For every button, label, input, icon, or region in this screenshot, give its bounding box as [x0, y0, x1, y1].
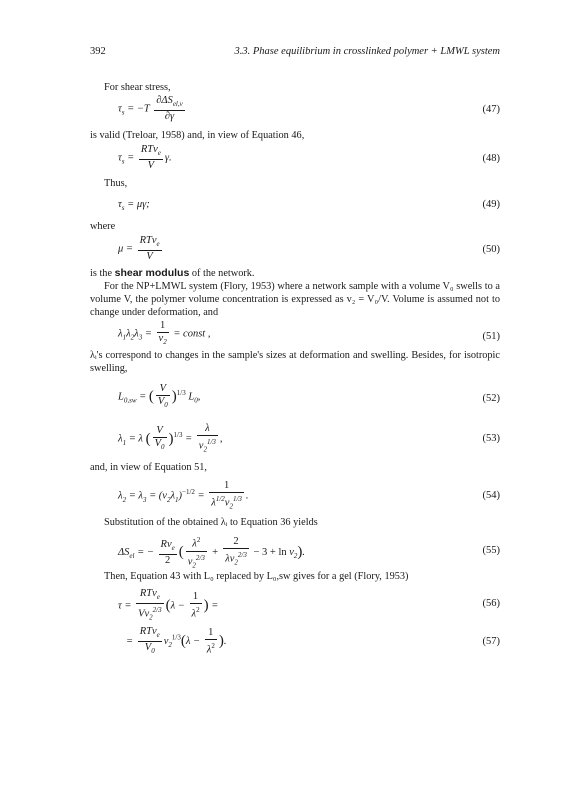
paragraph: Then, Equation 43 with L₀ replaced by L₀,sw gives for a gel (Flory, 1953): [104, 571, 409, 582]
running-title: 3.3. Phase equilibrium in crosslinked polymer + LMWL system: [234, 46, 500, 57]
equation-55: $\Delta S_{el}$ = − $\frac{R\nu_e}{2}$ ( $\frac{\lambda^2}{v_2^{2/3}}$ + $\frac{2}{\lambda v_2^{2/3}}$ − $3 + \ln v_2$).: [118, 536, 306, 570]
equation-56: τ = $\frac{RT\nu_e}{Vv_2^{2/3}}$ (λ − $\frac{1}{\lambda^2}$ ) =: [118, 588, 219, 622]
equation-number: (56): [482, 598, 500, 609]
paragraph-text: of the network.: [189, 268, 255, 279]
equation-48: $\tau_s$ = $\frac{RT\nu_e}{V}$ γ.: [118, 144, 172, 172]
equation-number: (49): [482, 199, 500, 210]
paragraph-text: is the: [90, 268, 115, 279]
equation-52: $L_{0,sw}$ = ( $\frac{V}{V_0}$ )$^{1/3}$ $L_0$,: [118, 383, 201, 410]
paragraph: [90, 267, 500, 280]
page-number: 392: [90, 46, 106, 57]
paragraph: where: [90, 221, 116, 232]
equation-number: (48): [482, 153, 500, 164]
equation-57: = $\frac{RT\nu_e}{V_0}$ $v_2^{1/3}(\lambda$ − $\frac{1}{\lambda^2}$ ).: [126, 626, 227, 656]
equation-number: (55): [482, 545, 500, 556]
equation-number: (53): [482, 433, 500, 444]
keyword-shear-modulus: shear modulus: [114, 267, 190, 279]
paragraph: and, in view of Equation 51,: [90, 462, 207, 473]
paragraph: For shear stress,: [104, 82, 171, 93]
equation-49: $\tau_s = \mu\gamma$;: [118, 199, 150, 213]
equation-number: (50): [482, 244, 500, 255]
equation-51: $\lambda_1\lambda_2\lambda_3$ = $\frac{1}{v_2}$ = const ,: [118, 320, 211, 347]
equation-47: $\tau_s = -T$ $\frac{\partial\Delta S_{el,\nu}}{\partial\gamma}$: [118, 95, 183, 123]
paragraph: For the NP+LMWL system (Flory, 1953) where a network sample with a volume V₀ swells to a volume V, the polymer volume concentration is expressed as v₂ = V₀/V. Volume is assumed not to change under deformation, and: [90, 281, 500, 318]
equation-number: (47): [482, 104, 500, 115]
equation-50: μ = $\frac{RT\nu_e}{V}$: [118, 235, 160, 263]
paragraph: λᵢ's correspond to changes in the sample's sizes at deformation and swelling. Besides, for isotropic swelling,: [90, 350, 500, 374]
paragraph: Thus,: [104, 178, 128, 189]
equation-number: (54): [482, 490, 500, 501]
equation-number: (51): [482, 331, 500, 342]
equation-number: (57): [482, 636, 500, 647]
paragraph: is valid (Treloar, 1958) and, in view of Equation 46,: [90, 130, 305, 141]
equation-53: $\lambda_1 = \lambda$ ( $\frac{V}{V_0}$ )$^{1/3}$ = $\frac{\lambda}{v_2^{1/3}}$ ,: [118, 423, 223, 454]
paragraph: Substitution of the obtained λᵢ to Equation 36 yields: [104, 517, 318, 528]
equation-54: $\lambda_2 = \lambda_3 = (v_2\lambda_1)^{-1/2}$ = $\frac{1}{\lambda^{1/2}v_2^{1/3}}$ .: [118, 480, 249, 511]
equation-number: (52): [482, 393, 500, 404]
